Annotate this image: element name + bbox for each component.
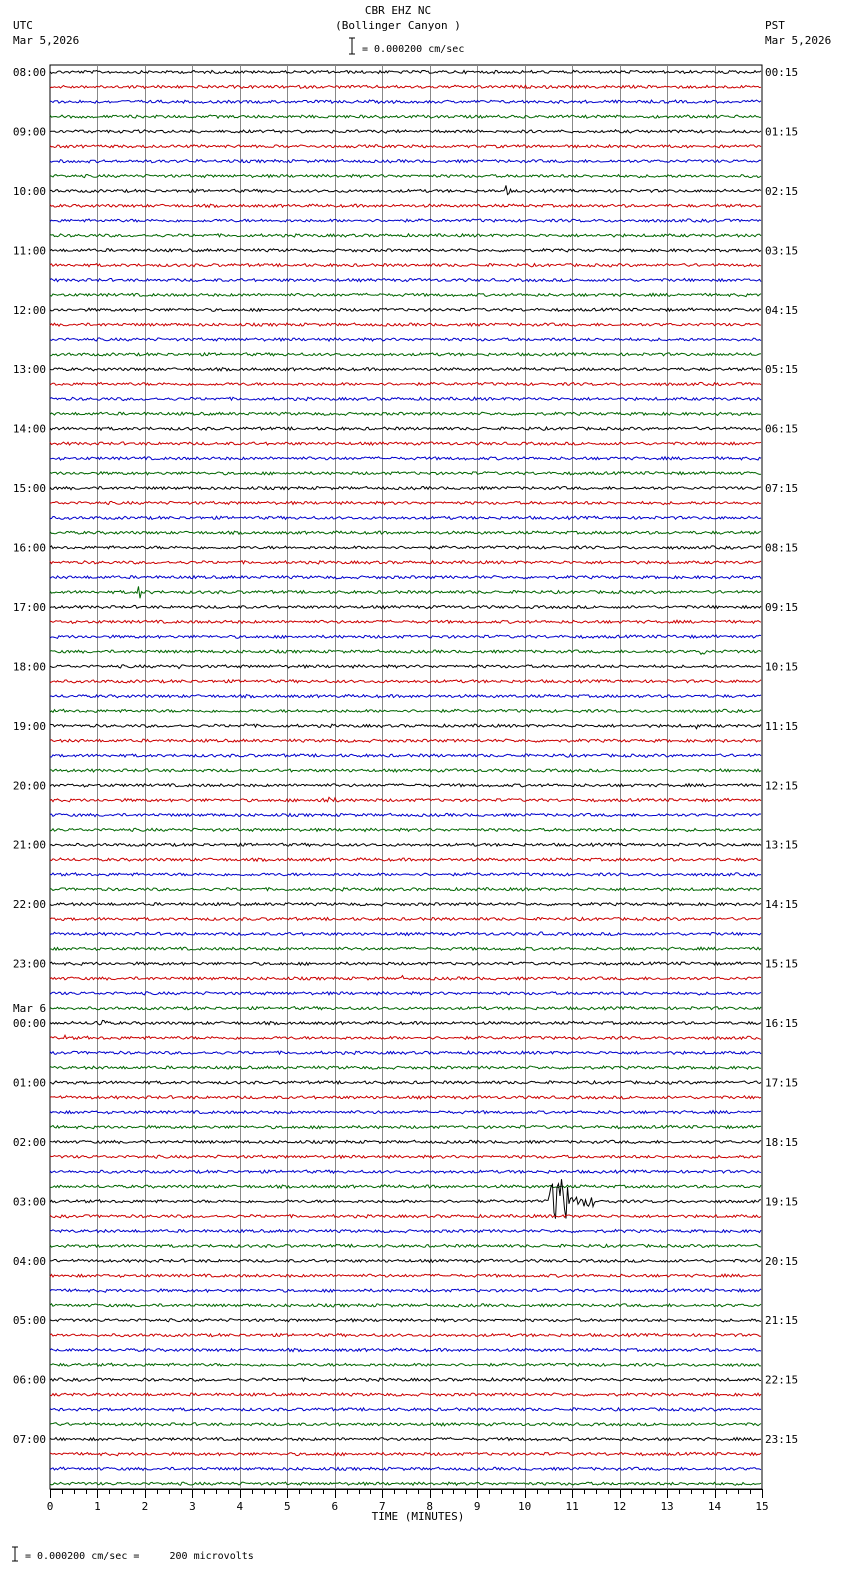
trace-66 — [50, 1051, 761, 1054]
trace-61 — [50, 976, 761, 981]
trace-group — [50, 70, 761, 1485]
trace-6 — [50, 160, 761, 163]
trace-67 — [50, 1066, 761, 1069]
x-tick-label: 6 — [331, 1500, 339, 1513]
trace-68 — [50, 1081, 761, 1084]
trace-3 — [50, 115, 761, 118]
trace-21 — [50, 382, 761, 385]
trace-93 — [50, 1452, 761, 1455]
trace-65 — [50, 1035, 761, 1039]
trace-52 — [50, 843, 761, 846]
x-tick-label: 15 — [755, 1500, 769, 1513]
pst-label: 17:15 — [765, 1076, 799, 1090]
trace-81 — [50, 1274, 761, 1277]
trace-28 — [50, 487, 761, 490]
utc-label: 11:00 — [12, 244, 46, 258]
trace-20 — [50, 368, 761, 371]
utc-label: 08:00 — [12, 66, 46, 79]
pst-label: 09:15 — [765, 600, 799, 614]
x-tick-label: 4 — [236, 1500, 244, 1513]
trace-45 — [50, 739, 761, 742]
pst-label: 11:15 — [765, 719, 799, 733]
left-timezone: UTC — [13, 19, 33, 32]
utc-label: 02:00 — [12, 1135, 46, 1149]
trace-1 — [50, 85, 761, 88]
trace-37 — [50, 620, 761, 623]
trace-53 — [50, 858, 761, 861]
left-date: Mar 5,2026 — [13, 34, 80, 47]
pst-label: 21:15 — [765, 1314, 799, 1328]
trace-43 — [50, 709, 761, 712]
footer-scale-note: = 0.000200 cm/sec = 200 microvolts — [25, 1551, 254, 1562]
scale-bar-icon — [349, 38, 355, 54]
trace-41 — [50, 680, 761, 683]
pst-label: 01:15 — [765, 125, 799, 139]
trace-62 — [50, 992, 761, 995]
trace-91 — [50, 1423, 761, 1426]
utc-label: 01:00 — [12, 1076, 46, 1090]
trace-23 — [50, 412, 761, 415]
trace-14 — [50, 279, 761, 282]
trace-7 — [50, 174, 761, 177]
pst-label: 23:15 — [765, 1433, 799, 1447]
trace-22 — [50, 397, 761, 400]
x-axis-label: TIME (MINUTES) — [371, 1510, 465, 1523]
pst-label: 10:15 — [765, 660, 799, 674]
trace-76 — [50, 1179, 761, 1218]
pst-label: 00:15 — [765, 66, 799, 79]
trace-27 — [50, 472, 761, 475]
pst-label: 22:15 — [765, 1373, 799, 1387]
pst-label: 20:15 — [765, 1254, 799, 1268]
right-timezone: PST — [765, 19, 785, 32]
x-tick-label: 2 — [141, 1500, 149, 1513]
utc-label: 19:00 — [12, 719, 46, 733]
utc-label: 14:00 — [12, 422, 46, 436]
trace-42 — [50, 695, 761, 698]
trace-8 — [50, 185, 761, 194]
trace-29 — [50, 501, 761, 504]
trace-95 — [50, 1482, 761, 1485]
pst-label: 13:15 — [765, 838, 799, 852]
trace-5 — [50, 145, 761, 148]
trace-57 — [50, 917, 761, 920]
footer-scale-icon — [12, 1547, 18, 1561]
trace-83 — [50, 1304, 761, 1307]
trace-89 — [50, 1393, 761, 1396]
trace-87 — [50, 1363, 761, 1366]
trace-33 — [50, 561, 761, 564]
utc-hour-labels — [13, 66, 46, 1446]
trace-32 — [50, 546, 761, 549]
utc-label: 15:00 — [12, 482, 46, 496]
trace-51 — [50, 828, 761, 831]
pst-label: 03:15 — [765, 244, 799, 258]
trace-31 — [50, 531, 761, 534]
trace-18 — [50, 338, 761, 341]
trace-94 — [50, 1467, 761, 1470]
utc-label: 06:00 — [12, 1373, 46, 1387]
x-tick-label: 13 — [660, 1500, 674, 1513]
trace-0 — [50, 70, 761, 73]
pst-label: 04:15 — [765, 303, 799, 317]
trace-78 — [50, 1230, 761, 1233]
trace-15 — [50, 293, 761, 296]
x-tick-label: 11 — [565, 1500, 579, 1513]
date-change-label: Mar 6 — [13, 1002, 47, 1016]
pst-hour-labels — [765, 66, 798, 1446]
x-tick-label: 10 — [518, 1500, 532, 1513]
pst-label: 14:15 — [765, 898, 799, 912]
pst-label: 12:15 — [765, 779, 799, 793]
x-tick-label: 14 — [707, 1500, 722, 1513]
trace-17 — [50, 323, 761, 326]
pst-label: 15:15 — [765, 957, 799, 971]
trace-40 — [50, 665, 761, 669]
utc-label: 12:00 — [12, 303, 46, 317]
trace-92 — [50, 1438, 761, 1441]
utc-label: 21:00 — [12, 838, 46, 852]
utc-label: 13:00 — [12, 363, 46, 377]
utc-label: 00:00 — [12, 1017, 46, 1031]
x-tick-label: 9 — [473, 1500, 481, 1513]
trace-46 — [50, 754, 761, 757]
trace-63 — [50, 1007, 761, 1010]
trace-71 — [50, 1125, 761, 1128]
trace-25 — [50, 442, 761, 445]
utc-label: 04:00 — [12, 1254, 46, 1268]
trace-48 — [50, 784, 761, 787]
utc-label: 03:00 — [12, 1195, 46, 1209]
trace-86 — [50, 1348, 761, 1351]
utc-label: 16:00 — [12, 541, 46, 555]
trace-75 — [50, 1185, 761, 1188]
pst-label: 05:15 — [765, 363, 799, 377]
x-tick-label: 0 — [46, 1500, 54, 1513]
pst-label: 07:15 — [765, 482, 799, 496]
trace-69 — [50, 1096, 761, 1099]
trace-73 — [50, 1155, 761, 1158]
trace-16 — [50, 308, 761, 311]
trace-9 — [50, 204, 761, 207]
trace-19 — [50, 353, 761, 356]
utc-label: 10:00 — [12, 184, 46, 198]
trace-70 — [50, 1111, 761, 1114]
trace-90 — [50, 1408, 761, 1411]
utc-label: 07:00 — [12, 1433, 46, 1447]
trace-58 — [50, 932, 761, 936]
trace-88 — [50, 1378, 761, 1381]
pst-label: 06:15 — [765, 422, 799, 436]
trace-39 — [50, 650, 761, 654]
trace-24 — [50, 427, 761, 430]
x-tick-label: 7 — [378, 1500, 386, 1513]
x-tick-label: 5 — [284, 1500, 291, 1513]
utc-label: 05:00 — [12, 1314, 46, 1328]
pst-label: 19:15 — [765, 1195, 799, 1209]
x-tick-label: 8 — [426, 1500, 434, 1513]
trace-80 — [50, 1259, 761, 1262]
trace-13 — [50, 264, 761, 267]
trace-47 — [50, 769, 761, 772]
utc-label: 20:00 — [12, 779, 46, 793]
trace-72 — [50, 1140, 761, 1143]
x-tick-label: 12 — [612, 1500, 627, 1513]
trace-2 — [50, 100, 761, 103]
trace-77 — [50, 1215, 761, 1218]
trace-82 — [50, 1289, 761, 1292]
trace-55 — [50, 888, 761, 891]
pst-label: 08:15 — [765, 541, 799, 555]
station-title: CBR EHZ NC — [364, 4, 432, 17]
trace-26 — [50, 457, 761, 460]
utc-label: 09:00 — [12, 125, 46, 139]
utc-label: 22:00 — [12, 898, 46, 912]
trace-74 — [50, 1170, 761, 1173]
scale-text: = 0.000200 cm/sec — [362, 44, 465, 55]
trace-4 — [50, 130, 761, 133]
trace-36 — [50, 605, 761, 608]
trace-10 — [50, 219, 761, 222]
trace-79 — [50, 1244, 761, 1247]
pst-label: 18:15 — [765, 1135, 799, 1149]
trace-49 — [50, 797, 761, 802]
trace-34 — [50, 576, 761, 579]
trace-54 — [50, 873, 761, 876]
trace-84 — [50, 1319, 761, 1322]
trace-12 — [50, 249, 761, 252]
utc-label: 17:00 — [12, 600, 46, 614]
trace-44 — [50, 724, 761, 729]
x-tick-label: 1 — [94, 1500, 101, 1513]
trace-50 — [50, 813, 761, 816]
pst-label: 16:15 — [765, 1017, 799, 1031]
right-date: Mar 5,2026 — [765, 34, 832, 47]
trace-11 — [50, 234, 761, 237]
pst-label: 02:15 — [765, 184, 799, 198]
trace-56 — [50, 903, 761, 906]
trace-30 — [50, 516, 761, 519]
trace-60 — [50, 962, 761, 965]
trace-35 — [50, 586, 761, 598]
trace-64 — [50, 1020, 761, 1024]
utc-label: 23:00 — [12, 957, 46, 971]
x-tick-label: 3 — [189, 1500, 196, 1513]
trace-38 — [50, 635, 761, 638]
trace-85 — [50, 1334, 761, 1337]
trace-59 — [50, 947, 761, 950]
station-location: (Bollinger Canyon ) — [335, 19, 461, 32]
utc-label: 18:00 — [12, 660, 46, 674]
